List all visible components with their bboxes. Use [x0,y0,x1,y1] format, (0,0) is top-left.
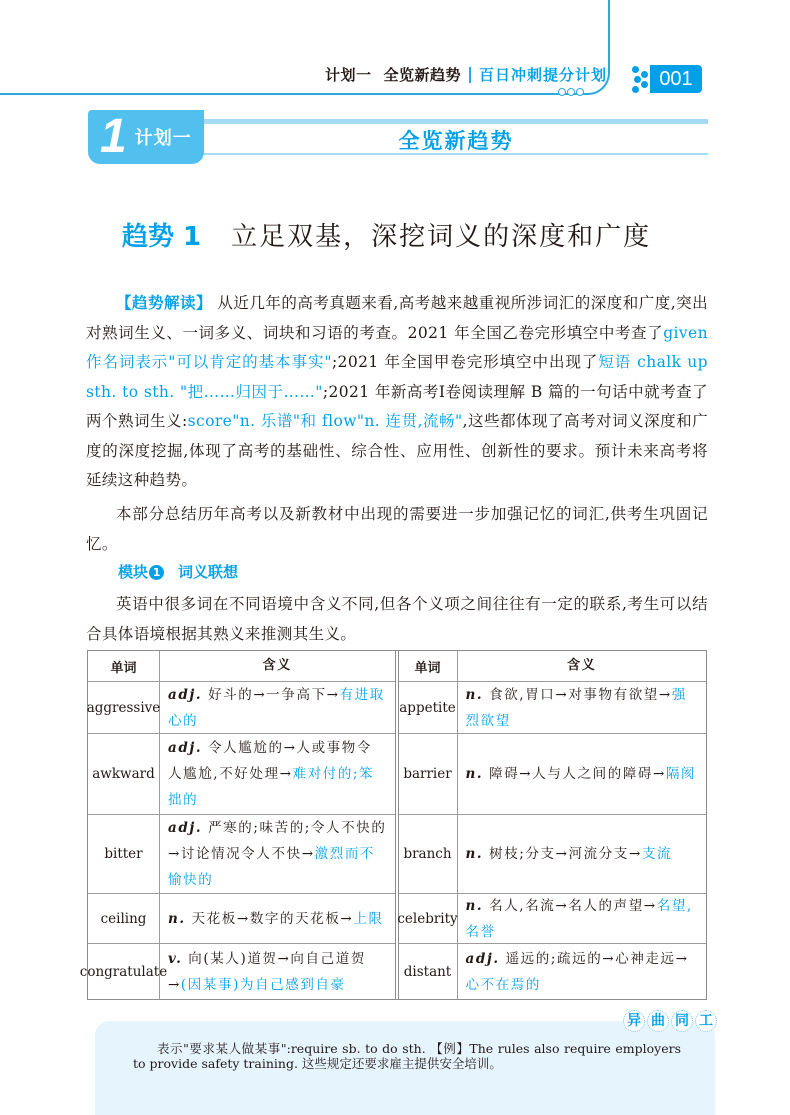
meaning-cell [160,682,395,733]
table-row [88,815,395,894]
meaning-path: 树枝;分支→河流分支→ [483,846,642,862]
meaning-path: 名人,名流→名人的声望→ [483,897,657,914]
word-cell: distant [399,944,458,999]
meaning-path: 食欲,胃口→对事物有欲望→ [483,686,672,703]
part-of-speech: v. [168,950,183,967]
part-of-speech: adj. [168,686,203,703]
module-heading [118,561,238,582]
table-row [88,894,395,944]
trend-label: 趋势 1 [122,222,202,252]
derived-meaning: 激烈而不愉快的 [168,846,376,888]
meaning-path: 好斗的→一争高下→ [202,686,340,703]
word-cell: awkward [88,734,160,814]
meaning-path: 严寒的;味苦的;令人不快的→讨论情况令人不快→ [168,820,387,862]
trend-analysis-tag: 【趋势解读】 [116,294,212,312]
vocab-table-right [398,651,707,999]
running-header [325,64,607,85]
meaning-cell [160,944,395,999]
trend-analysis-paragraph [86,289,708,496]
intro-text: ;2021 年全国甲卷完形填空中出现了 [331,353,599,371]
meaning-cell [160,894,395,943]
part-of-speech: n. [465,846,484,862]
header-section [325,64,461,85]
tag-char: 工 [695,1010,717,1032]
meaning-cell [160,815,395,893]
header-plan-label: 计划一 [325,66,372,84]
part-of-speech: adj. [465,950,500,967]
header-word: 单词 [399,651,458,681]
word-cell: ceiling [88,894,160,943]
variant-usage-text: 表示"要求某人做某事":require sb. to do sth. 【例】The rules also require employers to provide safety training. 这些规定还要求雇主提供安全培训。 [133,1041,681,1071]
header-word: 单词 [88,651,160,681]
meaning-cell [458,734,707,814]
derived-meaning: 名望,名誉 [465,897,693,940]
trend-heading [122,216,651,253]
intro-text: 从近几年的高考真题来看,高考越来越重视所涉词汇的深度和广度,突出对熟词生义、一词多义、词块和习语的考查。2021 年全国乙卷完形填空中考查了 [86,294,709,342]
tag-char: 曲 [647,1010,669,1032]
header-meaning: 含义 [567,658,597,673]
chapter-tab [88,110,204,164]
part-of-speech: n. [465,897,484,914]
frame-dots-ornament [558,88,584,96]
part-of-speech: adj. [168,820,203,836]
word-cell: appetite [399,682,458,733]
word-cell: bitter [88,815,160,893]
derived-meaning: (因某事)为自己感到自豪 [180,976,346,993]
module-title: 词义联想 [178,563,239,581]
chapter-number: 1 [100,110,127,163]
summary-paragraph: 本部分总结历年高考以及新教材中出现的需要进一步加强记忆的词汇,供考生巩固记忆。 [86,505,708,553]
table-row [399,682,707,734]
tag-char: 异 [623,1010,645,1032]
table-row [88,682,395,734]
page-number: 001 [650,65,702,93]
intro-highlight: 短语 chalk up sth. to sth. "把……归因于……" [86,353,708,401]
variant-usage-tag [623,1010,717,1032]
table-row [79,944,395,999]
meaning-path: 令人尴尬的→人或事物令人尴尬,不好处理→ [168,740,372,782]
meaning-path: 向(某人)道贺→向自己道贺→ [168,950,366,993]
meaning-path: 障碍→人与人之间的障碍→ [483,766,666,782]
table-row [88,734,395,815]
table-header-row [88,651,395,682]
table-row [399,894,707,944]
part-of-speech: n. [168,910,186,927]
derived-meaning: 心不在焉的 [465,976,541,993]
page-number-badge [630,64,702,94]
trend-title: 立足双基，深挖词义的深度和广度 [231,222,652,252]
header-section-title: 全览新趋势 [383,66,462,84]
meaning-cell [458,944,707,999]
chapter-title: 全览新趋势 [398,129,514,153]
word-cell: celebrity [399,894,458,943]
banner-rule-top [204,119,708,124]
part-of-speech: adj. [168,740,203,756]
meaning-cell [458,682,707,733]
banner-rule-bottom [204,153,708,155]
word-cell: barrier [399,734,458,814]
intro-text: ;2021 年新高考Ⅰ卷阅读理解 B 篇的一句话中就考查了两个熟词生义: [86,382,708,430]
meaning-path: 遥远的;疏远的→心神走远→ [499,950,689,967]
meaning-cell [458,815,707,893]
tag-char: 同 [671,1010,693,1032]
derived-meaning: 支流 [641,846,673,862]
intro-highlight: score"n. 乐谱"和 flow"n. 连贯,流畅" [187,412,463,430]
meaning-cell [160,734,395,814]
derived-meaning: 隔阂 [665,766,697,782]
word-cell: aggressive [88,682,160,733]
table-row [399,944,707,999]
header-meaning: 含义 [262,658,292,673]
part-of-speech: n. [465,766,484,782]
header-book-title: 百日冲刺提分计划 [479,66,608,84]
derived-meaning: 上限 [353,910,384,927]
meaning-path: 天花板→数字的天花板→ [185,910,354,927]
derived-meaning: 有进取心的 [168,686,385,729]
meaning-cell [458,894,707,943]
word-cell: congratulate [88,944,160,999]
chapter-label: 计划一 [134,128,192,149]
module-label: 模块 [118,563,149,581]
intro-highlight: given 作名词表示"可以肯定的基本事实" [86,323,708,371]
header-divider [469,67,471,83]
part-of-speech: n. [465,686,484,703]
vocab-table [79,650,707,1000]
table-row [399,815,707,894]
intro-text: ,这些都体现了高考对词义深度和广度的深度挖掘,体现了高考的基础性、综合性、应用性、创新性的要求。预计未来高考将延续这种趋势。 [86,412,709,489]
module-number-badge: 1 [149,565,164,580]
vocab-table-left [79,651,396,999]
word-cell: branch [399,815,458,893]
derived-meaning: 难对付的;笨拙的 [168,766,375,808]
module-intro-paragraph: 英语中很多词在不同语境中含义不同,但各个义项之间往往有一定的联系,考生可以结合具体语境根据其熟义来推测其生义。 [86,595,708,643]
molecule-dots-icon [630,64,650,94]
table-row [399,734,707,815]
derived-meaning: 强烈欲望 [465,686,687,729]
table-header-row [399,651,707,682]
